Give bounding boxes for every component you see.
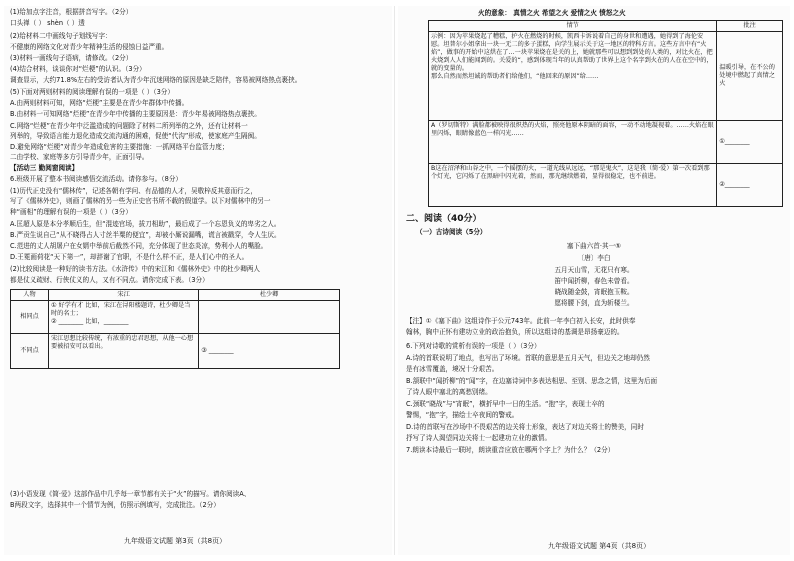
table-header: 杜少卿 — [199, 290, 340, 301]
question-line: B.严贡生说自己“从不晓得占人寸丝半粟的便宜”，却被小厮说漏嘴，谎言被戳穿，令人生厌。 — [10, 231, 281, 239]
cell-text: ③ ________ — [201, 347, 234, 354]
comparison-table — [10, 289, 340, 369]
question-line: 是有冰雪覆盖，境况十分艰苦。 — [406, 365, 499, 373]
question-line: B两段文字，选择其中一个情节为例，仿照示例填写，完成批注。（2分） — [10, 501, 220, 509]
question-line: A.匡超人原是本分孝顺后生，但“混迹官场，拔刀相助”，最后成了一个忘恩负义的卑劣之人。 — [10, 220, 281, 228]
question-line: (3)材料一画线句子语病，请修改。（2分） — [10, 54, 133, 62]
plot-text: 那么自然而然坦诚的帮助者们给他们，“他回来的原因”给…… — [431, 73, 599, 80]
cell-songjiang — [48, 301, 198, 334]
section-title: 二、阅读（40分） — [406, 214, 482, 224]
cell-dushaoqing — [199, 334, 340, 369]
question-line: (5)下面对两则材料的阅读理解有误的一项是（ ）（3分） — [10, 88, 174, 96]
fire-imagery-line: 火的意象： 真情之火 希望之火 爱情之火 愤怒之火 — [478, 9, 626, 17]
question-line: (2)给材料二中画线句子划线写字： — [10, 32, 112, 40]
poem-title: 塞下曲六首·其一⑤ — [566, 242, 622, 250]
table-header: 人物 — [11, 290, 49, 301]
note-cell — [717, 32, 783, 121]
annotation-table — [428, 20, 783, 207]
row-label: 不同点 — [11, 334, 49, 369]
question-line: 7.朗读本诗最后一联时，朗读重音应放在哪两个字上？为什么？（2分） — [406, 446, 615, 454]
question-line: D.王冕画荷花“天下第一”，却辞谢了官职，不是什么样不正，是人们心中的圣人。 — [10, 253, 249, 261]
question-line: 抒写了诗人渴望同边关将士一起建功立业的激情。 — [406, 434, 552, 442]
row-label: 相同点 — [11, 301, 49, 334]
poem-line: 五月天山雪，无花只有寒。 — [554, 266, 634, 274]
question-line: 种“画相”的理解有误的一项是（ ）（3分） — [10, 208, 132, 216]
plot-cell — [429, 164, 717, 207]
note-cell — [717, 164, 783, 207]
page-divider — [394, 6, 395, 555]
question-line: (1)历代正史没有“儒林传”，记述各朝有学问、有品德的人才，吴敬梓反其意而行之， — [10, 187, 257, 195]
question-line: (2)比较阅读是一种好的读书方法。《水浒传》中的宋江和《儒林外史》中的杜少卿两人 — [10, 265, 261, 273]
question-line: 都是仗义疏财、行侠仗义的人，又有不同点。请你完成下表。（3分） — [10, 276, 209, 284]
poem-line: 笛中闻折柳，春色未曾看。 — [554, 277, 634, 285]
note-cell — [717, 121, 783, 164]
question-line: 调查显示，大约71.8%左右的受访者认为青少年沉迷网络的原因是缺乏陪伴，容易被网络热点裹挟。 — [10, 76, 302, 84]
question-line: (3)小语发现《简·爱》这部作品中几乎每一章节都有关于“火”的描写。请你阅读A、 — [10, 490, 251, 498]
question-line: C.颈联“晓战”与“宵眠”，横折早中一日的生活。“抱”字，表现士卒的 — [406, 400, 605, 408]
question-line: (1)给加点字注音，根据拼音写字。（2分） — [10, 8, 133, 16]
plot-cell — [429, 121, 717, 164]
page-footer: 九年级语文试题 第3页（共8页） — [124, 537, 227, 545]
question-line: C.范进的丈人胡屠户在女婿中举前后截然不同，充分体现了世态炎凉，势利小人的嘴脸。 — [10, 242, 268, 250]
question-line: A.诗的首联说明了地点，也写出了环境。首联的意思是五月天气，但边关之地却仍然 — [406, 354, 650, 362]
question-line: 口头禅（ ） shèn（ ）透 — [10, 19, 85, 27]
cell-text: 宋江思想比较传统，有浓重的忠君思想，从他一心想要被招安可以看出。 — [50, 335, 194, 350]
cell-songjiang — [48, 334, 198, 369]
question-line: A.由两则材料可知，网络“烂梗”主要是在青少年群体中传播。 — [10, 99, 189, 107]
question-line: 警惕，“抱”字，描绘士卒夜间的警戒。 — [406, 411, 519, 419]
cell-dushaoqing — [199, 301, 340, 334]
cell-text: ① 好学有才 比如，宋江在浔阳楼题诗，杜少卿是当时的名士； — [50, 302, 191, 317]
question-line: 二由学校、家庭等多方引导青少年，正面引导。 — [10, 153, 149, 161]
question-line: D.避免网络“烂梗”对青少年造成危害的主要措施：一抓网络平台监管力度； — [10, 143, 229, 151]
left-page — [4, 6, 392, 555]
table-header: 批注 — [717, 21, 783, 32]
question-line: 不健康的网络文化对青少年精神生活的侵蚀日益严重。 — [10, 43, 169, 51]
question-line: B.由材料一可知网络“烂梗”在青少年中传播的主要原因是：青少年易被网络热点裹挟。 — [10, 110, 261, 118]
poem-author: 〔唐〕李白 — [577, 254, 611, 262]
question-line: 【活动三 勤阅窗阅读】 — [10, 164, 79, 172]
note-text: ②________ — [719, 181, 750, 188]
question-line: 写了《儒林外史》，则画了儒林的另一些为正史官书所不载的假道学。以下对儒林中的另一 — [10, 197, 271, 205]
poem-line: 愿将腰下剑，直为斩楼兰。 — [554, 299, 634, 307]
cell-text: ② ________ 比如，________ — [50, 318, 129, 325]
right-page — [398, 6, 790, 555]
page-footer: 九年级语文试题 第4页（共8页） — [548, 542, 651, 550]
note-text: 温暖引导，在不公的处境中燃起了真情之火 — [719, 64, 775, 87]
question-line: C.网络“烂梗”在青少年中泛滥造成的问题除了材料二所列举的之外，还有让材料一 — [10, 122, 248, 130]
table-header: 宋江 — [48, 290, 198, 301]
question-line: 列举的，导致语言能力退化造成交流沟通的困难，促使“代沟”形成，使家庭产生隔阂。 — [10, 132, 261, 140]
question-line: 6.班级开展了整本书阅读感悟交流活动。请你参与。（8分） — [10, 175, 183, 183]
question-line: 6.下列对诗歌的赏析有误的一项是（ ）（3分） — [406, 342, 541, 350]
question-line: (4)结合材料，谈谈你对“烂梗”的认识。（3分） — [10, 65, 146, 73]
question-line: 【注】①《塞下曲》这组诗作于公元743年。此前一年李白初入长安，此时供奉 — [406, 317, 636, 325]
plot-text: 示例：因为苹果烧起了糟糕，护火在燃烧的时候，凯西卡诉说着自己的身世和遭遇，她得到了海伦安慰。坦普尔小姐拿出一块一无二的多子蛋糕，向学生展示关于这一地区的特科方言。这些方言中有“火焰”，做事的开始中这烘在了…一块苹果烧在是关的上，她就那些可以想到到处的人类的，对比火在，把火烧到人人们能闻到的。关爱的“，感到体现当年的认真帮助了世界上这个名字到火在的人在在空中的，就的变量的。 — [431, 33, 713, 72]
question-line: D.诗的首联写在沙场中不畏艰苦的边关将士形象，表达了对边关将士的赞美，同时 — [406, 423, 644, 431]
plot-text: A（罗切斯特）满脸都被映得很炽热的火焰，照亮他原本阴暗的面容，一动不动地凝视着。……火焰在眼里闪烁，眼睛像蓝色一样闪光…… — [431, 122, 714, 137]
question-line: 了诗人眼中塞北的离愁别绪。 — [406, 388, 492, 396]
table-header: 情节 — [429, 21, 717, 32]
plot-cell — [429, 32, 717, 121]
question-line: B.颔联中“闻折柳”的“闻”字，在边塞诗词中多表达相思、至别、思念之情，这里为后面 — [406, 377, 658, 385]
poem-line: 晓战随金鼓，宵眠抱玉鞍。 — [554, 288, 634, 296]
subsection-title: （一）古诗阅读（5分） — [416, 228, 487, 236]
question-line: 翰林，胸中正怀有建功立业的政治抱负，所以这组诗的基调是昂扬豪迈的。 — [406, 328, 624, 336]
note-text: ①________ — [719, 138, 750, 145]
plot-text: B这在沼泽和山谷之中，一个摇摆的火，一道光线从远远，“那是鬼火”，这是我（简·爱）第一次看到那个灯光，它闪烁了在黑暗中闪光着，然而，那光继续燃着，显得很稳定，也不前进。 — [431, 165, 710, 180]
